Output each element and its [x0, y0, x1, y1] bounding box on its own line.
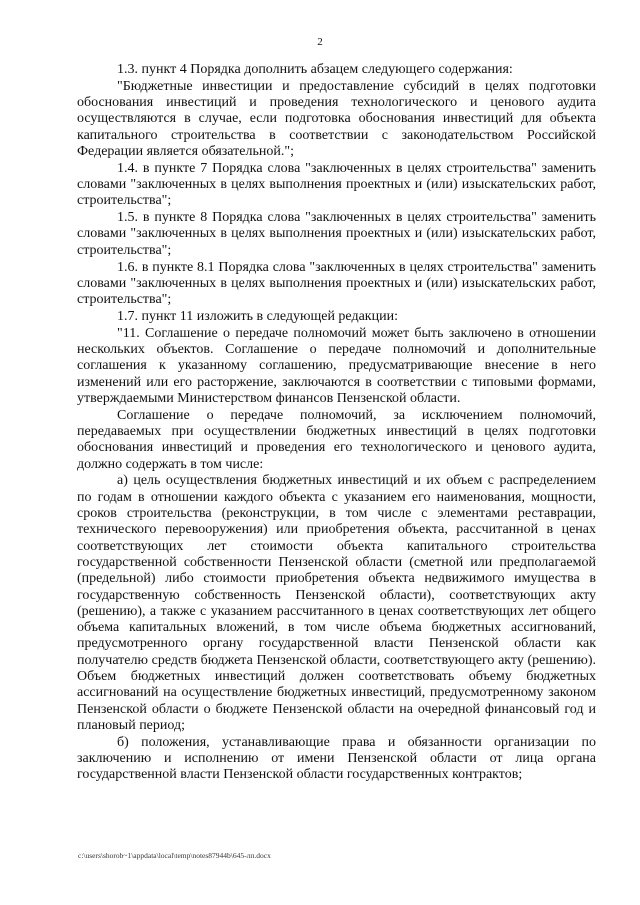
paragraph-point-11: "11. Соглашение о передаче полномочий может быть заключено в отношении нескольких объектов. Соглашение о передаче полномочий и дополнительные соглашения к указанному соглашению, предусматривающие внесение в него изменений или его расторжение, заключаются в соответствии с типовыми формами, утверждаемыми Министерством финансов Пензенской области. [77, 325, 596, 406]
paragraph-item-a: а) цель осуществления бюджетных инвестиций и их объем с распределением по годам в отношении каждого объекта с указанием его наименования, мощности, сроков строительства (реконструкции, в том числе с элементами реставрации, технического перевооружения) или приобретения объекта, рассчитанной в ценах соответствующих лет стоимости объекта капитального строительства государственной собственности Пензенской области (сметной или предполагаемой (предельной) либо стоимости приобретения объекта недвижимого имущества в государственную собственность Пензенской области), соответствующих акту (решению), а также с указанием рассчитанного в ценах соответствующих лет общего объема капитальных вложений, в том числе объема бюджетных ассигнований, предусмотренного органу государственной власти Пензенской области как получателю средств бюджета Пензенской области, соответствующего акту (решению). Объем бюджетных инвестиций должен соответствовать объему бюджетных ассигнований на осуществление бюджетных инвестиций, предусмотренному законом Пензенской области о бюджете Пензенской области на очередной финансовый год и плановый период; [77, 473, 596, 733]
footer-file-path: c:\users\shorob~1\appdata\local\temp\notes87944b\645-лп.docx [78, 851, 271, 860]
document-body [77, 62, 596, 784]
paragraph-1-7: 1.7. пункт 11 изложить в следующей редакции: [117, 308, 398, 324]
paragraph-1-4: 1.4. в пункте 7 Порядка слова "заключенных в целях строительства" заменить словами "заключенных в целях выполнения проектных и (или) изыскательских работ, строительства"; [77, 160, 596, 209]
paragraph-1-5: 1.5. в пункте 8 Порядка слова "заключенных в целях строительства" заменить словами "заключенных в целях выполнения проектных и (или) изыскательских работ, строительства"; [77, 210, 596, 258]
paragraph-1-3: 1.3. пункт 4 Порядка дополнить абзацем следующего содержания: [117, 62, 513, 77]
paragraph-agreement-contents: Соглашение о передаче полномочий, за исключением полномочий, передаваемых при осуществлении бюджетных инвестиций в целях подготовки обоснования инвестиций и проведения его технологического и ценового аудита, должно содержать в том числе: [77, 407, 596, 472]
paragraph-1-6: 1.6. в пункте 8.1 Порядка слова "заключенных в целях строительства" заменить словами "заключенных в целях выполнения проектных и (или) изыскательских работ, строительства"; [77, 259, 596, 308]
page-number: 2 [317, 36, 323, 48]
paragraph-item-b: б) положения, устанавливающие права и обязанности организации по заключению и исполнению от имени Пензенской области от лица органа государственной власти Пензенской области государственных контрактов; [77, 734, 596, 783]
paragraph-quote-investments: "Бюджетные инвестиции и предоставление субсидий в целях подготовки обоснования инвестиций и проведения технологического и ценового аудита осуществляются в случае, если подготовка обоснования инвестиций для объекта капитального строительства в соответствии с законодательством Российской Федерации является обязательной."; [77, 78, 596, 159]
